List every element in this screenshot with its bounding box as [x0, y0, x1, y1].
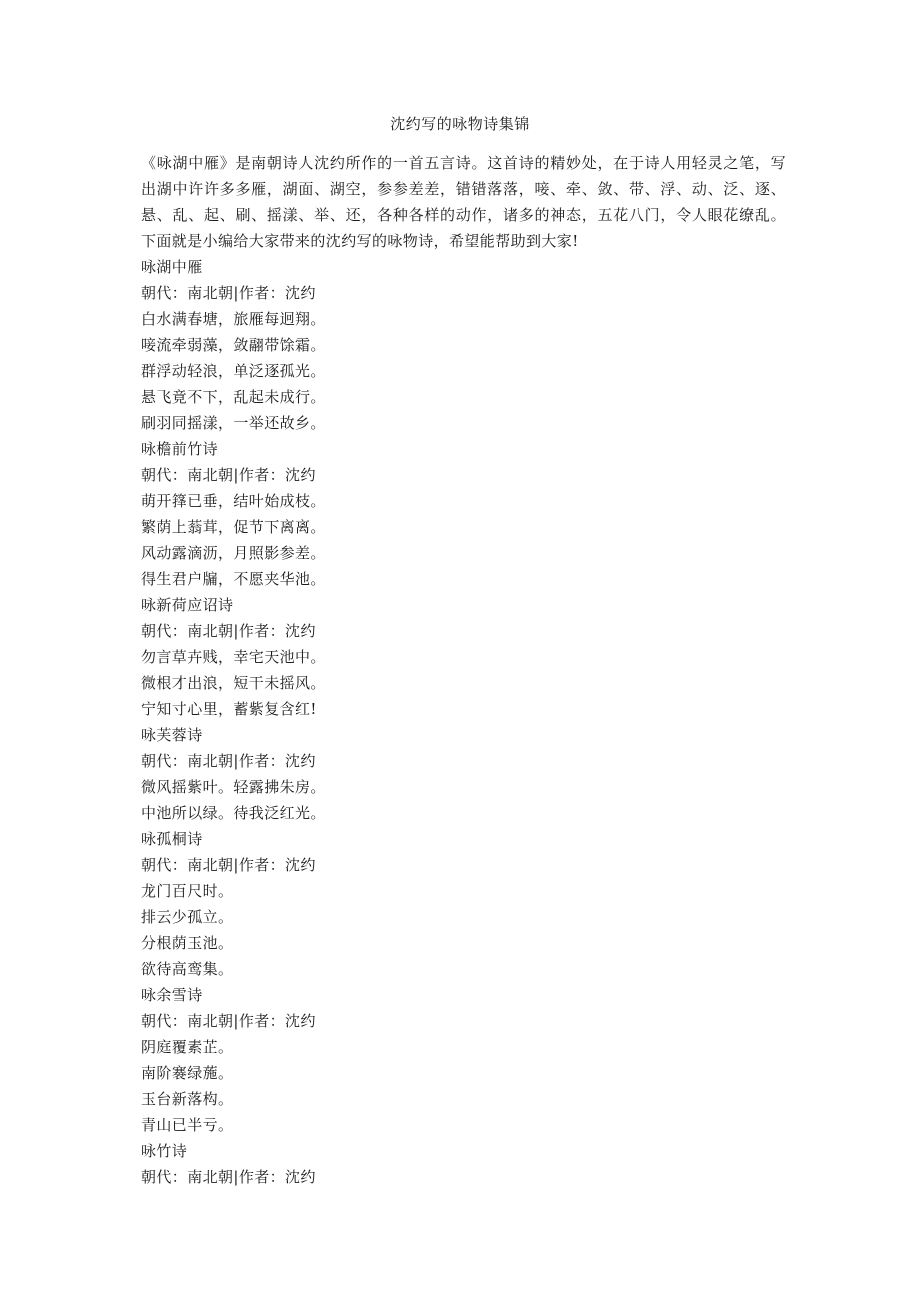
document-title: 沈约写的咏物诗集锦	[390, 115, 530, 133]
text-line: 群浮动轻浪，单泛逐孤光。	[141, 362, 326, 380]
text-line: 微风摇紫叶。轻露拂朱房。	[141, 778, 326, 796]
text-line: 萌开箨已垂，结叶始成枝。	[141, 492, 326, 510]
text-line: 玉台新落构。	[141, 1090, 234, 1108]
text-line: 繁荫上蓊茸，促节下离离。	[141, 518, 326, 536]
text-line: 朝代：南北朝|作者：沈约	[141, 284, 316, 302]
text-line: 得生君户牖，不愿夹华池。	[141, 570, 326, 588]
text-line: 咏新荷应诏诗	[141, 596, 234, 614]
text-line: 南阶褰绿葹。	[141, 1064, 234, 1082]
text-line: 龙门百尺时。	[141, 882, 234, 900]
text-line: 咏檐前竹诗	[141, 440, 219, 458]
text-line: 朝代：南北朝|作者：沈约	[141, 856, 316, 874]
text-line: 悬飞竟不下，乱起未成行。	[141, 388, 326, 406]
intro-paragraph: 《咏湖中雁》是南朝诗人沈约所作的一首五言诗。这首诗的精妙处，在于诗人用轻灵之笔，写出湖中许许多多雁，湖面、湖空，参参差差，错错落落，唼、牵、敛、带、浮、动、泛、逐、悬、乱、起、刷、摇漾、举、还，各种各样的动作，诸多的神态，五花八门，令人眼花缭乱。下面就是小编给大家带来的沈约写的咏物诗，希望能帮助到大家!	[141, 154, 786, 250]
text-line: 排云少孤立。	[141, 908, 234, 926]
text-line: 咏余雪诗	[141, 986, 203, 1004]
text-line: 中池所以绿。待我泛红光。	[141, 804, 326, 822]
text-line: 唼流牵弱藻，敛翮带馀霜。	[141, 336, 326, 354]
text-line: 朝代：南北朝|作者：沈约	[141, 1168, 316, 1186]
text-line: 朝代：南北朝|作者：沈约	[141, 1012, 316, 1030]
text-line: 咏竹诗	[141, 1142, 188, 1160]
text-line: 阴庭覆素芷。	[141, 1038, 234, 1056]
text-line: 风动露滴沥，月照影参差。	[141, 544, 326, 562]
text-line: 分根荫玉池。	[141, 934, 234, 952]
text-line: 刷羽同摇漾，一举还故乡。	[141, 414, 326, 432]
text-line: 勿言草卉贱，幸宅天池中。	[141, 648, 326, 666]
text-line: 咏孤桐诗	[141, 830, 203, 848]
poem-lines	[141, 254, 786, 1190]
text-line: 欲待高鸾集。	[141, 960, 234, 978]
text-line: 朝代：南北朝|作者：沈约	[141, 752, 316, 770]
text-line: 朝代：南北朝|作者：沈约	[141, 622, 316, 640]
text-line: 白水满春塘，旅雁每迥翔。	[141, 310, 326, 328]
text-line: 青山已半亏。	[141, 1116, 234, 1134]
text-line: 咏湖中雁	[141, 258, 203, 276]
text-line: 咏芙蓉诗	[141, 726, 203, 744]
text-line: 微根才出浪，短干未摇风。	[141, 674, 326, 692]
text-line: 朝代：南北朝|作者：沈约	[141, 466, 316, 484]
text-line: 宁知寸心里，蓄紫复含红!	[141, 700, 317, 718]
